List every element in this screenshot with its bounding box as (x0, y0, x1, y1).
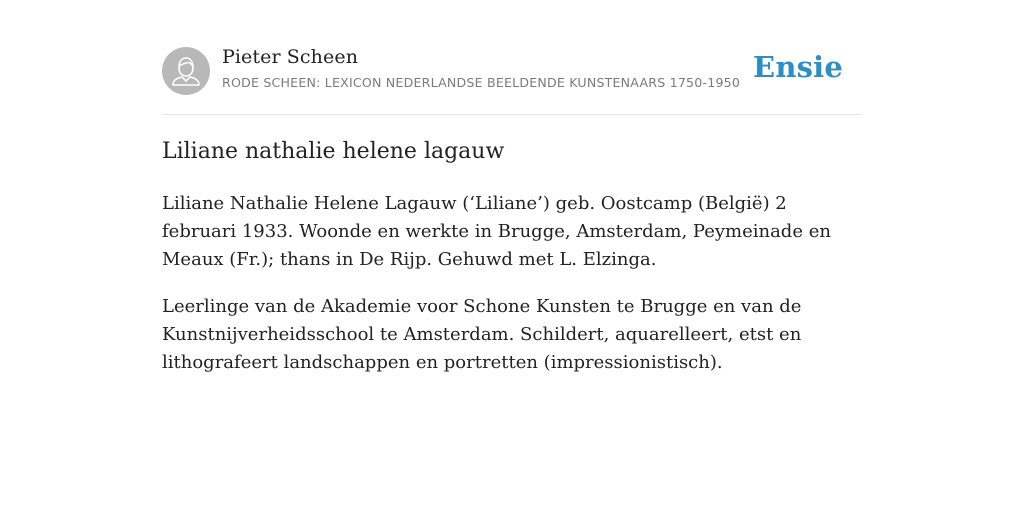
author-avatar[interactable] (162, 47, 210, 95)
entry-header (162, 44, 862, 115)
article-body (162, 190, 862, 396)
source-lexicon[interactable]: RODE SCHEEN: LEXICON NEDERLANDSE BEELDENDE KUNSTENAARS 1750-1950 (222, 75, 741, 90)
page-title: Liliane nathalie helene lagauw (162, 139, 505, 164)
user-silhouette-icon (162, 47, 210, 95)
entry-card (162, 44, 862, 373)
article-paragraph: Leerlinge van de Akademie voor Schone Kunsten te Brugge en van de Kunstnijverheidsschool te Amsterdam. Schildert, aquarelleert, etst en lithografeert landschappen en portretten (impressionistisch). (162, 296, 802, 373)
ensie-logo[interactable]: Ensie (753, 50, 843, 84)
article-paragraph: Liliane Nathalie Helene Lagauw (‘Liliane’) geb. Oostcamp (België) 2 februari 1933. Woonde en werkte in Brugge, Amsterdam, Peymeinade en Meaux (Fr.); thans in De Rijp. Gehuwd met L. Elzinga. (162, 193, 831, 270)
author-name[interactable]: Pieter Scheen (222, 46, 359, 68)
